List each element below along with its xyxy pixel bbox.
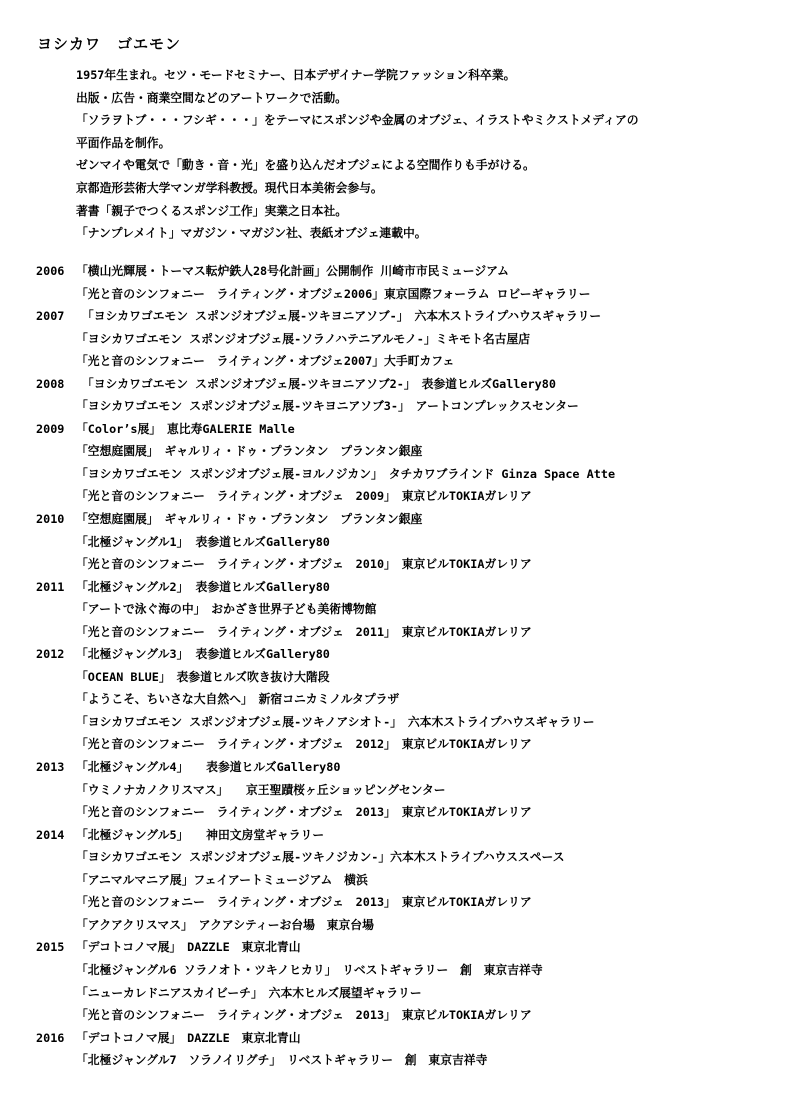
entry-text: 「光と音のシンフォニー ライティング・オブジェ2006」東京国際フォーラム ロビーギャラリー [76,286,591,301]
entry-text: 「北極ジャングル3」 表参道ヒルズGallery80 [76,647,330,662]
entry-text: 「アクアクリスマス」 アクアシティーお台場 東京台場 [76,917,374,932]
entry-text: 「光と音のシンフォニー ライティング・オブジェ2007」大手町カフェ [76,354,455,369]
entry-year: 2009 [36,421,65,436]
entry-text: 「ヨシカワゴエモン スポンジオブジェ展-ツキヨニアソブ-」 六本木ストライプハウスギャラリー [76,309,602,324]
entry-text: 「北極ジャングル6 ソラノオト・ツキノヒカリ」 リベストギャラリー 創 東京吉祥寺 [76,962,543,977]
entry-text: 「光と音のシンフォニー ライティング・オブジェ 2013」 東京ビルTOKIAガレリア [76,1008,532,1023]
entry-text: 「ヨシカワゴエモン スポンジオブジェ展-ツキヨニアソブ3-」 アートコンプレックスセンター [76,399,579,414]
entry-text: 「横山光輝展・トーマス転炉鉄人28号化計画」公開制作 川崎市市民ミュージアム [76,264,509,278]
entry-text: 「デコトコノマ展」 DAZZLE 東京北青山 [76,940,301,955]
bio-line: 平面作品を制作。 [76,135,171,150]
entry-year: 2012 [36,647,65,662]
entry-text: 「ニューカレドニアスカイビーチ」 六本木ヒルズ展望ギャラリー [76,985,422,1000]
entry-text: 「北極ジャングル5」 神田文房堂ギャラリー [76,827,325,842]
bio-line: 1957年生まれ。セツ・モードセミナー、日本デザイナー学院ファッション科卒業。 [76,68,516,82]
entry-text: 「光と音のシンフォニー ライティング・オブジェ 2009」 東京ビルTOKIAガレリア [76,489,532,504]
entry-year: 2015 [36,940,65,955]
entry-text: 「デコトコノマ展」 DAZZLE 東京北青山 [76,1030,301,1045]
entry-text: 「光と音のシンフォニー ライティング・オブジェ 2011」 東京ビルTOKIAガレリア [76,624,532,639]
entry-text: 「ヨシカワゴエモン スポンジオブジェ展-ソラノハテニアルモノ-」ミキモト名古屋店 [76,331,531,346]
entry-text: 「ヨシカワゴエモン スポンジオブジェ展-ツキヨニアソブ2-」 表参道ヒルズGallery80 [76,376,556,391]
entry-text: 「北極ジャングル7 ソラノイリグチ」 リベストギャラリー 創 東京吉祥寺 [76,1053,488,1068]
entry-text: 「Color’s展」 恵比寿GALERIE Malle [76,421,295,436]
artist-name: ヨシカワ ゴエモン [37,35,182,53]
entry-year: 2010 [36,512,65,527]
entry-text: 「北極ジャングル1」 表参道ヒルズGallery80 [76,534,330,549]
entry-year: 2011 [36,579,65,594]
entry-text: 「アートで泳ぐ海の中」 おかざき世界子ども美術博物館 [76,602,377,617]
entry-year: 2006 [36,264,65,278]
entry-text: 「空想庭園展」 ギャルリィ・ドゥ・プランタン プランタン銀座 [76,512,423,527]
entry-text: 「光と音のシンフォニー ライティング・オブジェ 2013」 東京ビルTOKIAガレリア [76,895,532,910]
entry-year: 2013 [36,760,65,775]
entry-year: 2007 [36,309,65,324]
entry-text: 「空想庭園展」 ギャルリィ・ドゥ・プランタン プランタン銀座 [76,444,423,459]
biography [76,64,639,245]
entry-text: 「北極ジャングル4」 表参道ヒルズGallery80 [76,760,341,775]
bio-line: 「ナンプレメイト」マガジン・マガジン社、表紙オブジェ連載中。 [76,226,427,241]
entry-text: 「北極ジャングル2」 表参道ヒルズGallery80 [76,579,330,594]
entry-text: 「OCEAN BLUE」 表参道ヒルズ吹き抜け大階段 [76,669,330,684]
entry-year: 2016 [36,1030,65,1045]
entry-text: 「アニマルマニア展」フェイアートミュージアム 横浜 [76,872,368,887]
bio-line: 京都造形芸術大学マンガ学科教授。現代日本美術会参与。 [76,180,383,195]
bio-line: ゼンマイや電気で「動き・音・光」を盛り込んだオブジェによる空間作りも手がける。 [76,158,535,173]
bio-line: 出版・広告・商業空間などのアートワークで活動。 [76,90,347,105]
entry-text: 「ようこそ、ちいさな大自然へ」 新宿コニカミノルタプラザ [76,692,400,707]
entry-text: 「光と音のシンフォニー ライティング・オブジェ 2013」 東京ビルTOKIAガレリア [76,805,532,820]
entry-text: 「ヨシカワゴエモン スポンジオブジェ展-ヨルノジカン」 タチカワブラインド Ginza Space Atte [76,466,616,481]
entry-year: 2008 [36,376,65,391]
bio-line: 「ソラヲトブ・・・フシギ・・・」をテーマにスポンジや金属のオブジェ、イラストやミクストメディアの [76,113,639,128]
entry-text: 「ヨシカワゴエモン スポンジオブジェ展-ツキノアシオト-」 六本木ストライプハウスギャラリー [76,714,595,729]
entry-year: 2014 [36,827,65,842]
entry-text: 「ヨシカワゴエモン スポンジオブジェ展-ツキノジカン-」六本木ストライプハウススペース [76,850,565,865]
entry-text: 「光と音のシンフォニー ライティング・オブジェ 2010」 東京ビルTOKIAガレリア [76,557,532,572]
bio-line: 著書「親子でつくるスポンジ工作」実業之日本社。 [76,203,348,218]
entry-text: 「ウミノナカノクリスマス」 京王聖蹟桜ヶ丘ショッピングセンター [76,782,446,797]
entry-text: 「光と音のシンフォニー ライティング・オブジェ 2012」 東京ビルTOKIAガレリア [76,737,532,752]
